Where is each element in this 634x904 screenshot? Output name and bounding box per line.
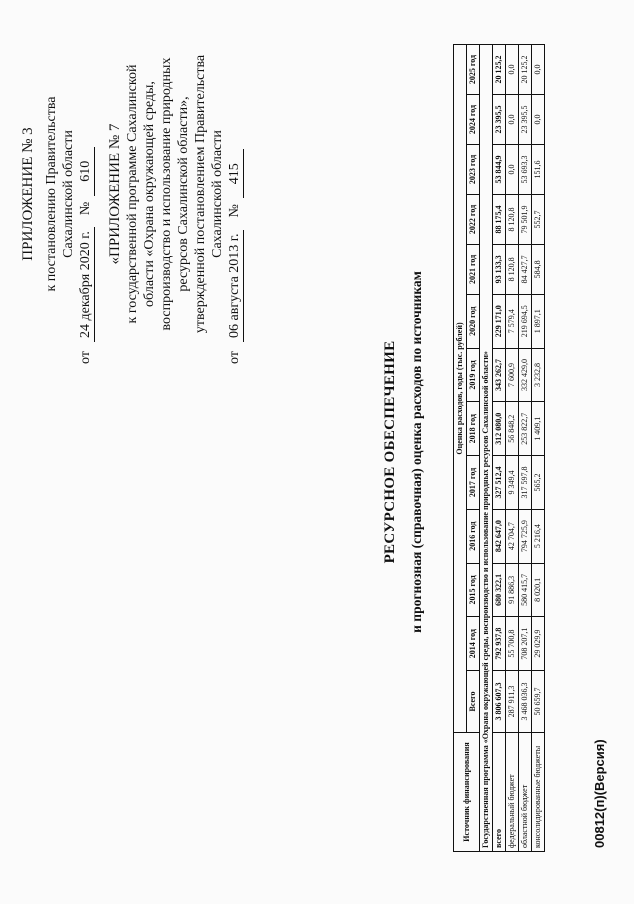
value-cell: 0,0 (506, 95, 519, 145)
value-cell: 792 937,8 (493, 617, 506, 671)
value-cell: 327 512,4 (493, 456, 506, 510)
document-titles (382, 0, 425, 904)
value-cell: 680 322,1 (493, 563, 506, 617)
value-cell: 0,0 (506, 45, 519, 95)
value-cell: 5 216,4 (532, 509, 545, 563)
value-cell: 229 171,0 (493, 294, 506, 348)
value-cell: 42 704,7 (506, 509, 519, 563)
year-header: 2023 год (467, 145, 480, 195)
number-sign: № (78, 201, 93, 216)
value-cell: 0,0 (506, 145, 519, 195)
year-header: 2022 год (467, 194, 480, 244)
program-line-4: утвержденной постановлением Правительства (193, 54, 208, 334)
value-cell: 1 897,1 (532, 294, 545, 348)
value-cell: 88 175,4 (493, 194, 506, 244)
source-column-header: Источник финансирования (454, 733, 480, 852)
value-cell: 552,7 (532, 194, 545, 244)
value-cell: 3 468 036,3 (519, 671, 532, 733)
value-cell: 53 693,3 (519, 145, 532, 195)
value-cell: 3 232,8 (532, 348, 545, 402)
value-cell: 253 822,7 (519, 402, 532, 456)
value-cell: 56 848,2 (506, 402, 519, 456)
program-line-1: области «Охрана окружающей среды, (142, 81, 157, 307)
row-label: федеральный бюджет (506, 733, 519, 852)
program-row (480, 45, 493, 852)
value-cell: 1 409,1 (532, 402, 545, 456)
program-name-cell: Государственная программа «Охрана окружающей среды, воспроизводство и использование природных ресурсов Сахалинской области» (480, 45, 493, 852)
value-cell: 29 029,9 (532, 617, 545, 671)
value-cell: 317 597,8 (519, 456, 532, 510)
appendix-number: ПРИЛОЖЕНИЕ № 3 (20, 127, 36, 261)
value-cell: 343 262,7 (493, 348, 506, 402)
value-cell: 7 600,9 (506, 348, 519, 402)
table-header-row-2 (467, 45, 480, 852)
year-header: 2017 год (467, 456, 480, 510)
header-block (20, 24, 244, 364)
value-cell: 50 659,7 (532, 671, 545, 733)
number-sign-2: № (227, 204, 242, 218)
value-cell: 9 349,4 (506, 456, 519, 510)
value-cell: 84 427,7 (519, 244, 532, 294)
value-cell: 20 125,2 (493, 45, 506, 95)
year-header: 2025 год (467, 45, 480, 95)
program-number: 415 (226, 149, 244, 198)
resolution-number: 610 (77, 147, 95, 196)
value-cell: 23 395,5 (519, 95, 532, 145)
year-header: 2019 год (467, 348, 480, 402)
value-cell: 3 806 607,3 (493, 671, 506, 733)
resolution-date-row (77, 24, 95, 364)
table-header-row-1 (454, 45, 467, 852)
ot-label: от (78, 351, 93, 364)
resolution-line-2: Сахалинской области (61, 130, 76, 258)
value-cell: 55 700,8 (506, 617, 519, 671)
year-header: 2015 год (467, 563, 480, 617)
value-cell: 0,0 (532, 45, 545, 95)
program-date-row (226, 24, 244, 364)
document-title: РЕСУРСНОЕ ОБЕСПЕЧЕНИЕ (382, 340, 398, 564)
year-header: 2018 год (467, 402, 480, 456)
program-date: 06 августа 2013 г. (226, 230, 244, 342)
value-cell: 842 647,0 (493, 509, 506, 563)
year-header: 2014 год (467, 617, 480, 671)
value-cell: 565,2 (532, 456, 545, 510)
year-header: 2016 год (467, 509, 480, 563)
document-subtitle: и прогнозная (справочная) оценка расходов по источникам (409, 271, 424, 633)
value-cell: 20 125,2 (519, 45, 532, 95)
value-cell: 312 080,0 (493, 402, 506, 456)
year-header: 2021 год (467, 244, 480, 294)
table-row (506, 45, 519, 852)
value-cell: 287 911,3 (506, 671, 519, 733)
value-cell: 23 395,5 (493, 95, 506, 145)
appendix7-title: «ПРИЛОЖЕНИЕ № 7 (107, 123, 123, 265)
value-cell: 8 120,8 (506, 194, 519, 244)
value-cell: 79 501,9 (519, 194, 532, 244)
table-row (519, 45, 532, 852)
row-label: всего (493, 733, 506, 852)
year-header: 2024 год (467, 95, 480, 145)
value-cell: 151,6 (532, 145, 545, 195)
table-row (493, 45, 506, 852)
value-cell: 8 120,8 (506, 244, 519, 294)
value-cell: 219 694,5 (519, 294, 532, 348)
year-header: Всего (467, 671, 480, 733)
program-line-0: к государственной программе Сахалинской (125, 64, 140, 324)
financing-table (453, 44, 545, 852)
table-row (532, 45, 545, 852)
value-cell: 794 725,9 (519, 509, 532, 563)
value-cell: 8 020,1 (532, 563, 545, 617)
version-label: 00812(п)(Версия) (592, 739, 607, 848)
program-line-3: ресурсов Сахалинской области», (176, 96, 191, 292)
value-cell: 53 844,9 (493, 145, 506, 195)
value-cell: 7 579,4 (506, 294, 519, 348)
row-label: консолидированные бюджеты (532, 733, 545, 852)
ot-label-2: от (227, 351, 242, 364)
value-cell: 0,0 (532, 95, 545, 145)
program-line-2: воспроизводство и использование природных (159, 57, 174, 331)
value-cell: 708 207,1 (519, 617, 532, 671)
program-line-5: Сахалинской области (210, 130, 225, 258)
value-cell: 93 133,3 (493, 244, 506, 294)
value-cell: 584,8 (532, 244, 545, 294)
value-cell: 580 415,7 (519, 563, 532, 617)
row-label: областной бюджет (519, 733, 532, 852)
resolution-line-1: к постановлению Правительства (44, 96, 59, 292)
resolution-date: 24 декабря 2020 г. (77, 227, 95, 342)
year-header: 2020 год (467, 294, 480, 348)
value-cell: 332 429,0 (519, 348, 532, 402)
estimate-header: Оценка расходов, годы (тыс. рублей) (454, 45, 467, 733)
value-cell: 91 886,3 (506, 563, 519, 617)
